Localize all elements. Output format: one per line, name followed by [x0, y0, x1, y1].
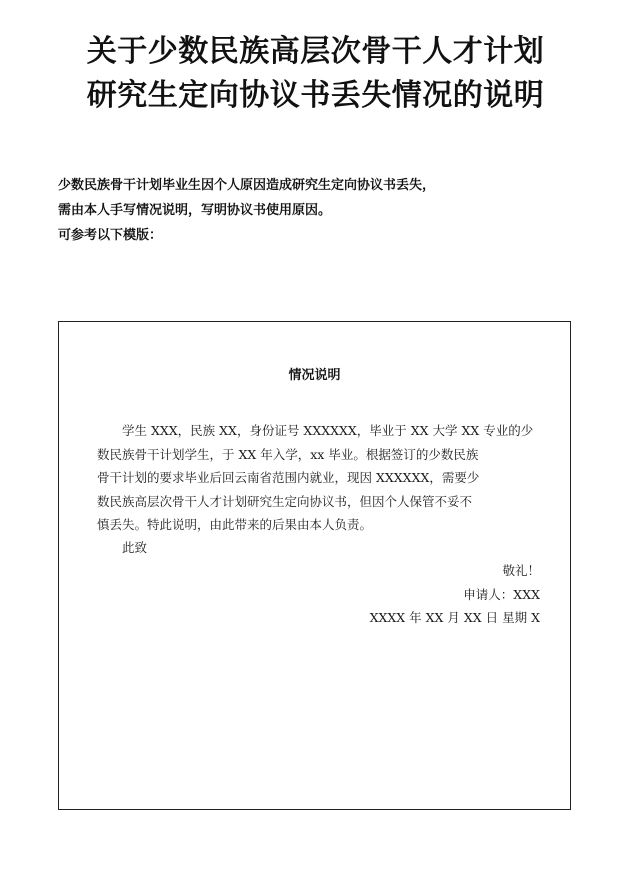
template-body-line: 骨干计划的要求毕业后回云南省范围内就业，现因 XXXXXX，需要少 — [97, 470, 480, 485]
template-body-line: 慎丢失。特此说明，由此带来的后果由本人负责。 — [97, 517, 373, 532]
template-signature-block — [370, 559, 540, 630]
template-box — [58, 321, 571, 810]
template-body-line: 学生 XXX，民族 XX，身份证号 XXXXXX，毕业于 XX 大学 XX 专业的少 — [122, 423, 534, 438]
template-closing: 此致 — [122, 540, 148, 555]
template-salute: 敬礼！ — [502, 563, 540, 578]
document-title — [0, 30, 631, 118]
template-date: XXXX 年 XX 月 XX 日 星期 X — [369, 610, 540, 625]
template-applicant: 申请人：XXX — [463, 586, 540, 602]
instructions-line-1: 少数民族骨干计划毕业生因个人原因造成研究生定向协议书丢失， — [58, 178, 436, 193]
template-body-line: 数民族骨干计划学生，于 XX 年入学，xx 毕业。根据签订的少数民族 — [97, 446, 479, 462]
instructions-line-2: 需由本人手写情况说明，写明协议书使用原因。 — [58, 203, 332, 218]
instructions-line-3: 可参考以下模版： — [58, 228, 163, 243]
instructions — [58, 173, 578, 248]
template-body — [97, 419, 543, 537]
template-title: 情况说明 — [288, 368, 341, 383]
document-title-line-2: 研究生定向协议书丢失情况的说明 — [86, 78, 545, 113]
document-title-line-1: 关于少数民族高层次骨干人才计划 — [86, 34, 545, 69]
template-body-line: 数民族高层次骨干人才计划研究生定向协议书，但因个人保管不妥不 — [97, 493, 473, 509]
